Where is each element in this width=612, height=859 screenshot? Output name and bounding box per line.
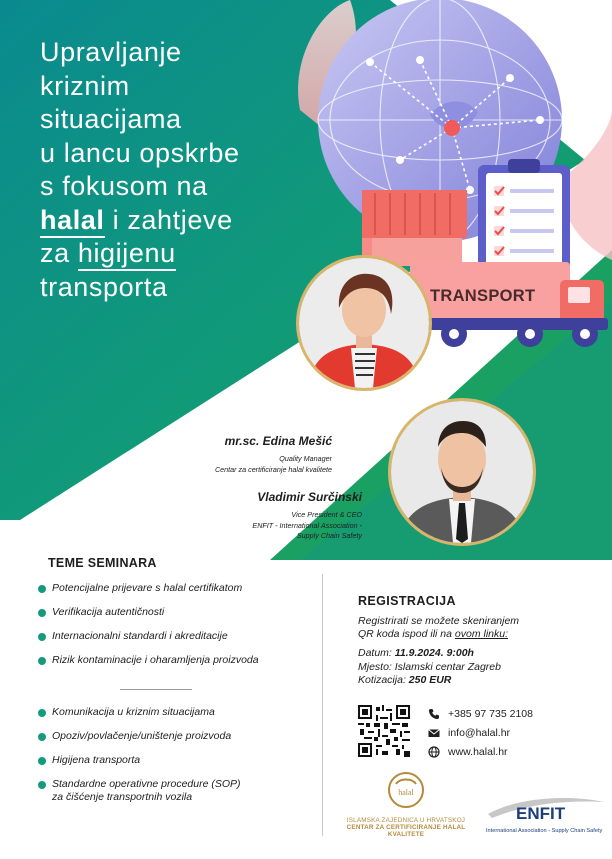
list-item: Rizik kontaminacije i oharamljenja proizvoda: [38, 654, 259, 667]
topics-divider: [120, 689, 192, 690]
registration-text: [358, 615, 598, 641]
globe-icon: [428, 746, 440, 758]
enfit-logo: [486, 792, 606, 834]
registration-text-line-2: QR koda ispod ili na: [358, 628, 455, 640]
contact-email[interactable]: [428, 727, 510, 739]
speaker-2-role: Vice President & CEO: [291, 510, 362, 519]
speaker-1-name: mr.sc. Edina Mešić: [224, 434, 332, 448]
speaker-2-org-line-1: ENFIT - International Association -: [252, 520, 362, 530]
seminar-title: [40, 36, 340, 304]
list-item: Verifikacija autentičnosti: [38, 606, 259, 619]
fee-row: [358, 674, 501, 688]
phone-icon: [428, 708, 440, 720]
halal-seal-text: halal: [398, 788, 414, 797]
topics-list-2: [38, 706, 241, 815]
phone-number: +385 97 735 2108: [448, 708, 533, 720]
website-url: www.halal.hr: [448, 746, 508, 758]
title-line-8-wrap: [40, 271, 340, 305]
iz-name-line-2: CENTAR ZA CERTIFICIRANJE HALAL KVALITETE: [346, 824, 466, 838]
list-item: Higijena transporta: [38, 754, 241, 767]
title-higijenu-word: higijenu: [78, 238, 176, 271]
sop-line-2: za čišćenje transportnih vozila: [52, 791, 193, 803]
date-value: 11.9.2024. 9:00h: [394, 647, 474, 659]
mail-icon: [428, 727, 440, 739]
speaker-1-info: [132, 434, 332, 475]
title-line-6: [40, 204, 340, 238]
title-halal-word: halal: [40, 205, 105, 238]
title-line-7-pre: za: [40, 238, 78, 268]
halal-seal-icon: [386, 770, 426, 810]
title-line-7: [40, 237, 340, 271]
enfit-caption: International Association - Supply Chain Safety: [486, 828, 603, 834]
contact-web[interactable]: [428, 746, 508, 758]
sop-line-1: Standardne operativne procedure (SOP): [52, 778, 241, 790]
registration-qr-code[interactable]: [358, 705, 410, 757]
title-line-2: kriznim: [40, 70, 130, 101]
list-item: Internacionalni standardi i akreditacije: [38, 630, 259, 643]
speaker-1-role: Quality Manager: [279, 454, 332, 463]
title-line-6-rest: i zahtjeve: [104, 204, 233, 235]
registration-heading: REGISTRACIJA: [358, 594, 456, 608]
speaker-2-portrait: [388, 398, 536, 546]
speaker-2-info: [142, 490, 362, 542]
list-item: Potencijalne prijevare s halal certifikatom: [38, 582, 259, 595]
registration-details: [358, 647, 501, 688]
topics-heading: TEME SEMINARA: [48, 556, 157, 570]
enfit-mark-icon: [486, 792, 606, 822]
list-item: Opoziv/povlačenje/uništenje proizvoda: [38, 730, 241, 743]
contact-phone[interactable]: [428, 708, 533, 720]
enfit-name: ENFIT: [516, 804, 566, 822]
fee-label: Kotizacija:: [358, 674, 409, 686]
place-row: Mjesto: Islamski centar Zagreb: [358, 660, 501, 673]
list-item: Komunikacija u kriznim situacijama: [38, 706, 241, 719]
topics-list-1: [38, 582, 259, 678]
speaker-1-org: Centar za certificiranje halal kvalitete: [214, 464, 332, 474]
truck-label: TRANSPORT: [430, 287, 536, 305]
fee-value: 250 EUR: [408, 674, 452, 686]
title-line-3: situacijama: [40, 104, 182, 134]
date-row: [358, 647, 501, 661]
date-label: Datum:: [358, 647, 395, 659]
registration-text-line-1: Registrirati se možete skeniranjem: [358, 615, 520, 627]
speaker-1-portrait: [296, 255, 432, 391]
list-item-sop: [38, 778, 241, 804]
speaker-2-name: Vladimir Surčinski: [257, 490, 362, 504]
title-line-8: transporta: [40, 271, 168, 302]
title-line-5: s fokusom na: [40, 171, 208, 201]
speaker-2-org-line-2: Supply Chain Safety: [296, 531, 362, 540]
email-address: info@halal.hr: [448, 727, 511, 739]
column-divider: [322, 574, 323, 836]
registration-link[interactable]: ovom linku:: [454, 628, 508, 640]
iz-name-line-1: ISLAMSKA ZAJEDNICA U HRVATSKOJ: [346, 817, 466, 824]
islamic-community-logo: [336, 770, 476, 838]
title-line-4: u lancu opskrbe: [40, 137, 240, 168]
title-line-1: Upravljanje: [40, 37, 182, 67]
